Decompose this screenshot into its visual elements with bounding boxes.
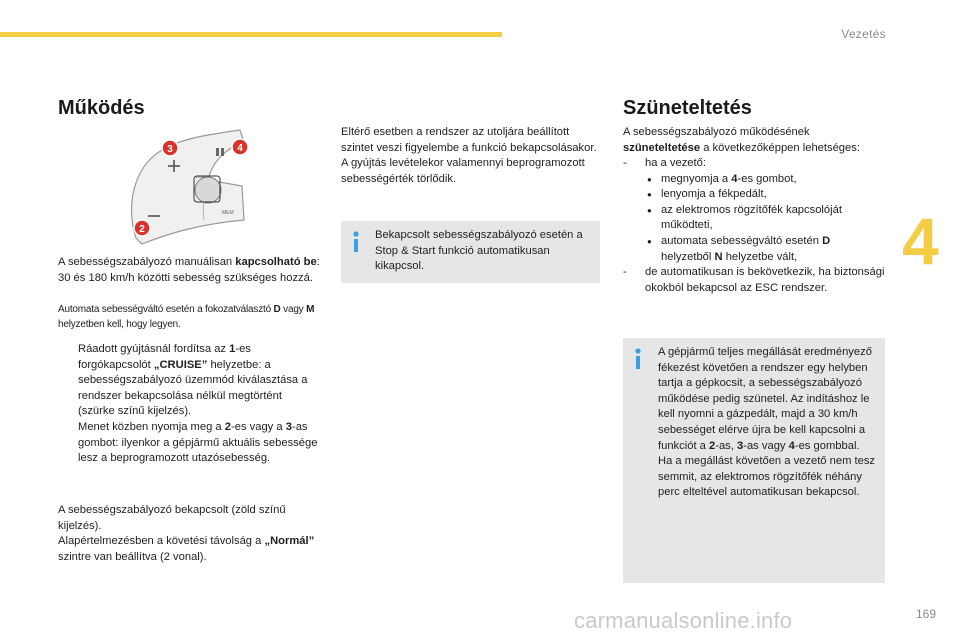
chapter-title: Vezetés <box>841 27 886 41</box>
condition-driver: - ha a vezető: <box>623 157 706 169</box>
pause-conditions <box>623 156 885 296</box>
mem-label: MEM <box>222 210 234 216</box>
chapter-accent-bar <box>0 32 502 37</box>
svg-text:3: 3 <box>167 144 173 155</box>
after-activation-text: A sebességszabályozó bekapcsolt (zöld színű kijelzés). Alapértelmezésben a követési távolság a „Normál” szintre van beállítva (2 vonal). <box>58 504 315 563</box>
page-number: 169 <box>915 607 936 621</box>
middle-paragraph: Eltérő esetben a rendszer az utoljára beállított szintet veszi figyelembe a funkció bekapcsolásakor. A gyújtás levételekor valamennyi beprogramozott sebességérték törlődik. <box>341 126 597 185</box>
callout-4 <box>232 139 248 155</box>
automatic-gearbox-note: Automata sebességváltó esetén a fokozatválasztó D vagy M helyzetben kell, hogy legyen. <box>58 304 315 330</box>
step-item: Menet közben nyomja meg a 2-es vagy a 3-as gombot: ilyenkor a gépjármű aktuális sebessége lesz a beprogramozott utazósebesség. <box>78 420 318 465</box>
condition-sub-item: ● automata sebességváltó esetén D helyzetből N helyzetbe vált, <box>647 234 831 263</box>
callout-2 <box>134 220 150 236</box>
condition-sub-item: ● az elektromos rögzítőfék kapcsolóját működteti, <box>647 203 842 232</box>
info-icon <box>633 348 643 370</box>
section-title-mukodes: Működés <box>58 97 145 119</box>
info-text: Bekapcsolt sebességszabályozó esetén a Stop & Start funkció automatikusan kikapcsol. <box>375 229 583 273</box>
info-box-stop-start <box>341 221 600 283</box>
limit-label: LIMIT <box>196 174 207 179</box>
chapter-number: 4 <box>902 204 939 278</box>
section-title-szuneteltetes: Szüneteltetés <box>623 97 752 119</box>
info-text: A gépjármű teljes megállását eredményező fékezést követően a rendszer egy helyben tartja a gépkocsit, a sebességszabályozó működése pedig szünetel. Az indításhoz le kell nyomni a gázpedált, majd a 30 km/h sebességet elérve újra be kell kapcsolni a funkciót a 2-as, 3-as vagy 4-es gombbal. Ha a megállást követően a vezető nem tesz semmit, az elektromos rögzítőfék néhány perc elteltével automatikusan bekapcsol. <box>658 346 876 499</box>
steering-controls-illustration <box>122 128 262 246</box>
pause-intro: A sebességszabályozó működésének szüneteltetése a következőképpen lehetséges: <box>623 126 860 154</box>
watermark: carmanualsonline.info <box>574 608 793 633</box>
callout-3 <box>162 140 178 156</box>
intro-paragraph: A sebességszabályozó manuálisan kapcsolható be: 30 és 180 km/h közötti sebesség szükséges hozzá. <box>58 256 320 284</box>
activation-steps <box>58 342 320 467</box>
svg-text:2: 2 <box>139 224 145 235</box>
condition-esc: - de automatikusan is bekövetkezik, ha biztonsági okokból bekapcsol az ESC rendszer. <box>623 266 885 294</box>
condition-sub-item: ● megnyomja a 4-es gombot, <box>623 172 885 188</box>
svg-text:4: 4 <box>237 143 243 154</box>
bullet-icon: ● <box>647 174 652 184</box>
step-item: Ráadott gyújtásnál fordítsa az 1-es forgókapcsolót „CRUISE” helyzetbe: a sebességszabályozó üzemmód kiválasztása a rendszer bekapcsolása nélkül megtörtént (szürke színű kijelzés). <box>78 343 308 418</box>
info-box-standstill <box>623 338 885 583</box>
info-icon <box>351 231 361 253</box>
bullet-icon: ● <box>647 205 652 215</box>
bullet-icon: ● <box>647 190 652 200</box>
condition-sub-item: ● lenyomja a fékpedált, <box>623 187 885 203</box>
bullet-icon: ● <box>647 236 652 246</box>
